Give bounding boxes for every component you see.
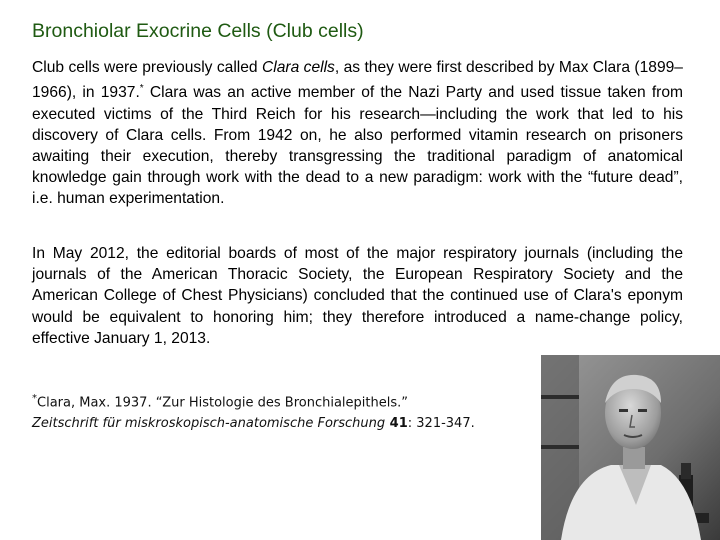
reference-pages: : 321-347.	[407, 416, 475, 432]
slide-title: Bronchiolar Exocrine Cells (Club cells)	[32, 20, 364, 42]
reference-journal: Zeitschrift für miskroskopisch-anatomische Forschung	[32, 416, 386, 432]
reference-citation	[32, 388, 542, 434]
italic-term: Clara cells	[262, 59, 335, 76]
paragraph-lead: Club cells were previously called	[32, 59, 262, 76]
paragraph-clara-history	[32, 57, 683, 210]
reference-volume: 41	[385, 416, 408, 432]
reference-line1: Clara, Max. 1937. “Zur Histologie des Bronchialepithels.”	[37, 395, 408, 411]
paragraph-rest: Clara was an active member of the Nazi Party and used tissue taken from executed victims of the Third Reich for his research—including the work that led to his discovery of Clara cells. From 1942 on, he also performed vitamin research on prisoners awaiting their execution, thereby transgressing the traditional paradigm of anatomical knowledge gain through work with the dead to a new paradigm: work with the “future dead”, i.e. human experimentation.	[32, 84, 684, 208]
paragraph-name-change: In May 2012, the editorial boards of most of the major respiratory journals (including the journals of the American Thoracic Society, the European Respiratory Society and the American College of Chest Physicians) concluded that the continued use of Clara's eponym would be equivalent to honoring him; they therefore introduced a name-change policy, effective January 1, 2013.	[32, 245, 683, 347]
portrait-photo-icon	[541, 355, 720, 540]
paragraph-after-italic: , as they were first described by Max Clara (1899–1966), in 1937.	[32, 59, 683, 102]
reference-mark: *	[32, 393, 37, 404]
footnote-mark: *	[139, 83, 144, 95]
